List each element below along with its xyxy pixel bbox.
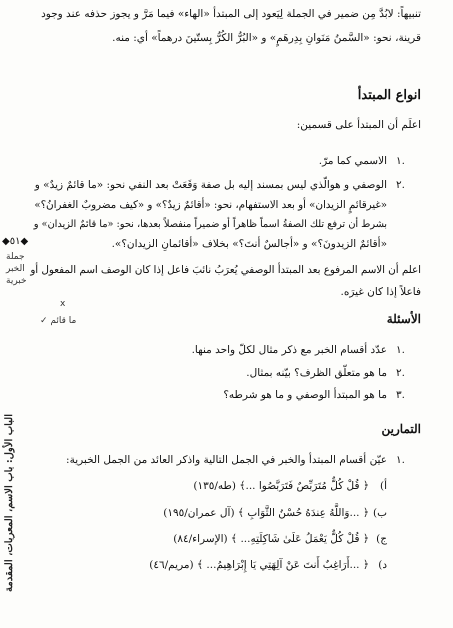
margin-handwriting-3: خبرية [6, 276, 27, 286]
question-text: ما هو متعلّق الظرف؟ بيّنه بمثال. [246, 367, 387, 379]
example-label: د) [378, 559, 387, 571]
example-text: ﴿ ...أَرَاغِبٌ أَنتَ عَنْ آلِهَتِي يَا إِبْرَاهِيمُ... ﴾ (مريم/٤٦) [149, 559, 369, 571]
question-text: ما هو المبتدأ الوصفي و ما هو شرطه؟ [223, 389, 387, 401]
rule-line-1: اعلم أن الاسم المرفوع بعد المبتدأ الوصفي يُعرَبُ نائبَ فاعل إذا كان الوصف اسم المفعول أو [30, 264, 421, 276]
example-text: ﴿ ...وَاللَّهُ عِندَهُ حُسْنُ الثَّوَابِ ﴾ (آل عمران/١٩٥) [163, 507, 369, 519]
margin-number [2, 237, 28, 247]
bullet-icon: ◆ [20, 236, 29, 247]
question-text: عدّد أقسام الخبر مع ذكر مثال لكلّ واحد منها. [191, 344, 387, 356]
list-item-line: «غيرقائمٍ الزيدان» أو بعد الاستفهام، نحو: «أقائمٌ زيدٌ؟» و «كيف مضروبٌ الغفرانُ؟» [34, 199, 387, 211]
section-title-types-of-subject: انواع المبتدأ [357, 88, 421, 103]
list-item-line: «أقائمٌ الزيدونَ؟» و «أجالسٌ أنتَ؟» بخلاف «أقائمانِ الزيدان؟». [111, 238, 387, 250]
list-item-number: ٢. [396, 179, 405, 191]
list-item-text: الاسمي كما مرّ. [318, 155, 387, 167]
exercise-number: ١. [396, 454, 405, 466]
question-number: ١. [396, 344, 405, 356]
question-number: ٢. [396, 367, 405, 379]
list-item-line: الوصفي و هوالّذي ليس بمسند إليه بل صفة وَقَعَتْ بعد النفي نحو: «ما قائمٌ زيدٌ» و [34, 179, 387, 191]
example-label: ج) [376, 533, 387, 545]
note-line-1: تنبيهاً: لابُدَّ مِن ضمير في الجملة لِيَعود إلى المبتدأ «الهاء» فيما مَرَّ و يجوز حذفه عند وجود [41, 8, 421, 20]
exercise-instruction: عيّن أقسام المبتدأ والخبر في الجمل التالية واذكر العائد من الجمل الخبرية: [66, 454, 387, 466]
example-text: ﴿ قُلْ كُلٌّ مُتَرَبِّصٌ فَتَرَبَّصُوا ...﴾ (طه/١٣٥) [193, 480, 369, 492]
question-number: ٣. [396, 389, 405, 401]
example-text: ﴿ قُلْ كُلٌّ يَعْمَلُ عَلَىٰ شَاكِلَتِهِ... ﴾ (الإسراء/٨٤) [173, 533, 369, 545]
list-item-number: ١. [396, 155, 405, 167]
questions-title: الأسئلة [386, 312, 421, 326]
margin-handwriting-1: جملة [6, 252, 25, 262]
handwritten-x-mark: x [60, 299, 66, 309]
note-line-2: قرينة، نحو: «السَّمنُ مَنَوانِ بِدِرهَمٍ» و «البُرُّ الكُرُّ بِستّينَ درهماً» أي: منه. [112, 32, 421, 44]
list-item-line: بشرط أن ترفع تلك الصفةُ اسماً ظاهراً أو ضميراً منفصلاً بعدها، نحو: «ما قائمٌ الزيدان» و [33, 219, 387, 230]
section-intro: اعلَم أن المبتدأ على قسمين: [296, 119, 421, 131]
example-label: ب) [373, 507, 387, 519]
margin-number-value: ٥١ [9, 236, 21, 247]
bullet-icon: ◆ [2, 236, 10, 247]
example-label: أ) [379, 480, 387, 492]
side-chapter-title: الباب الأول: باب الاسم، المعربات، المقدمة [4, 413, 15, 593]
margin-handwriting-2: الخبر [6, 264, 25, 274]
handwritten-note: ما قائم ✓ [40, 316, 77, 326]
rule-line-2: فاعلاً إذا كان غيرَه. [340, 286, 421, 298]
exercises-title: التمارين [381, 422, 421, 436]
